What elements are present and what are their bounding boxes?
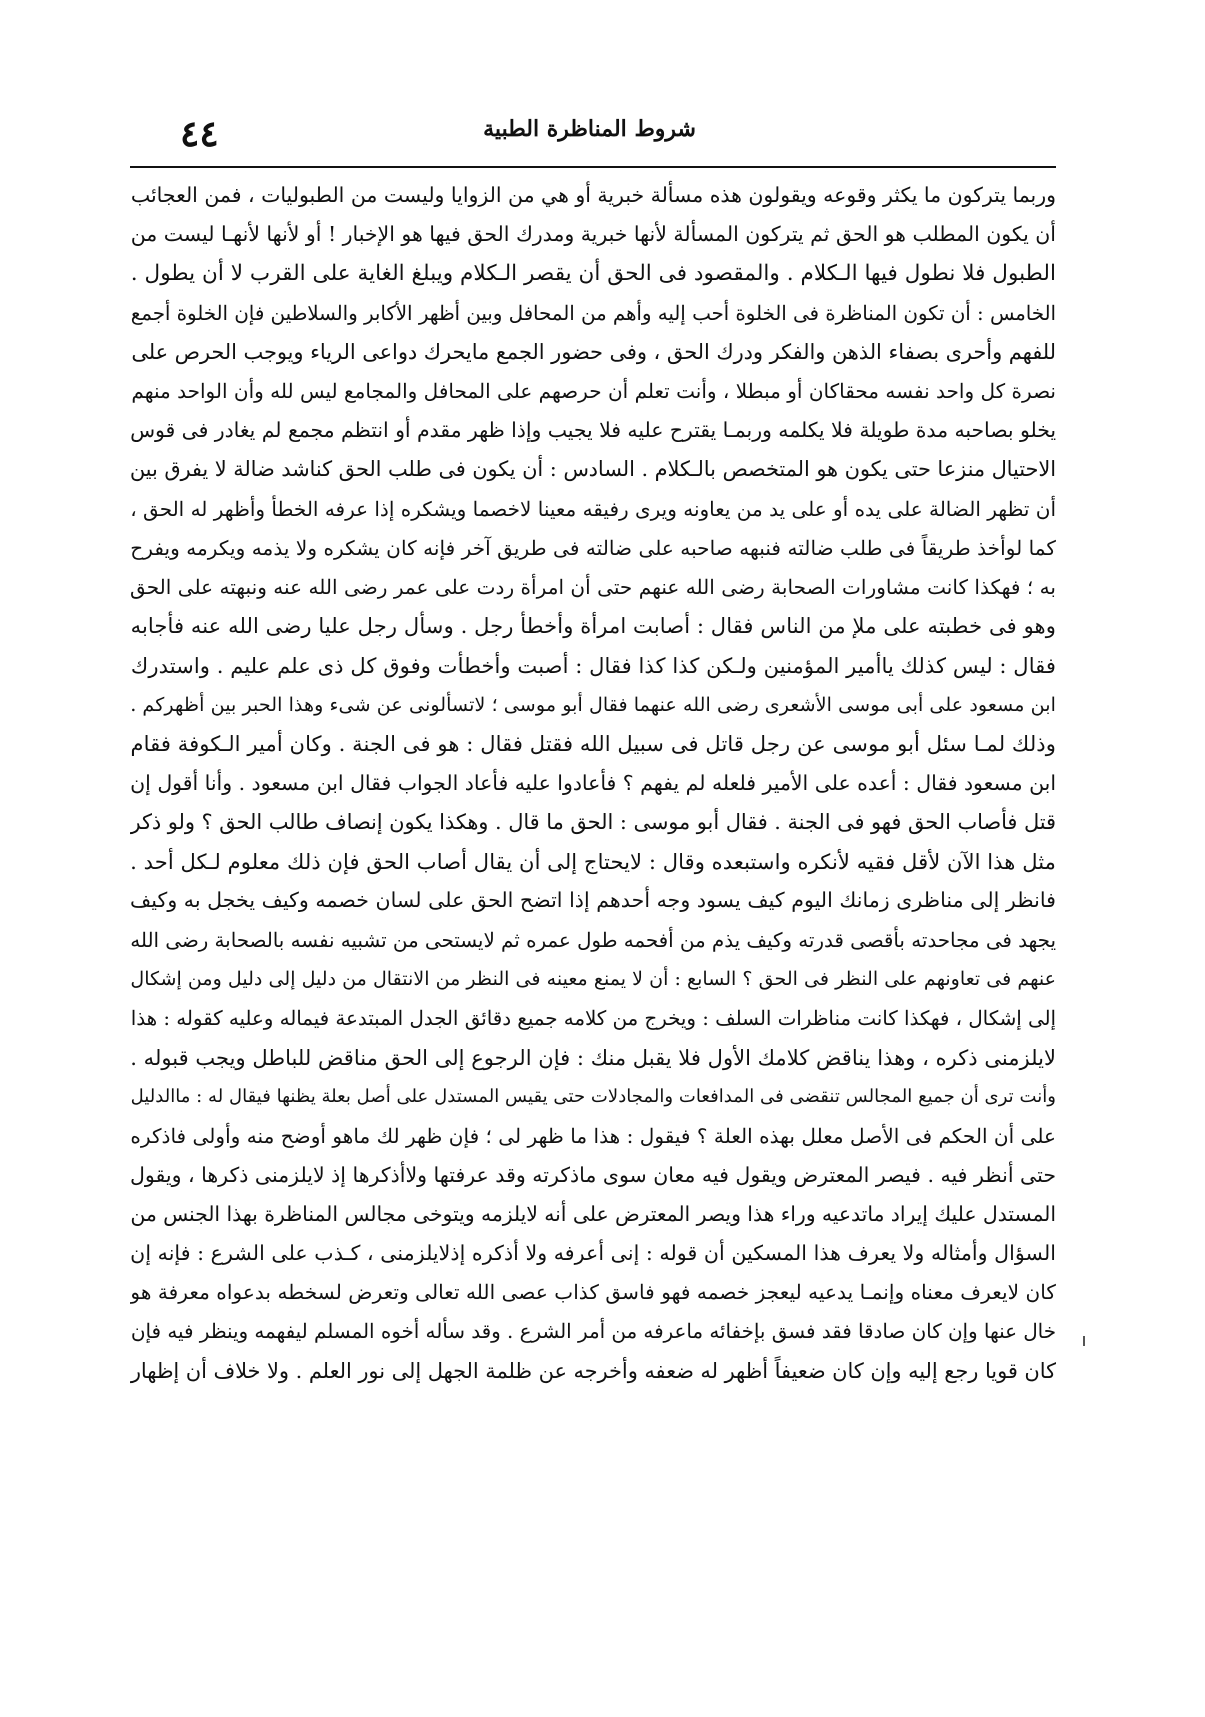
- margin-mark: [1083, 1336, 1085, 1346]
- text-line: السؤال وأمثاله ولا يعرف هذا المسكين أن قوله : إنى أعرفه ولا أذكره إذلايلزمنى ، كـذب على الشرع : فإنه إن: [130, 1241, 1056, 1266]
- text-line: وأنت ترى أن جميع المجالس تنقضى فى المدافعات والمجادلات حتى يقيس المستدل على أصل بعلة يظنها فيقال له : ماالدليل: [130, 1086, 1056, 1108]
- text-line: يخلو بصاحبه مدة طويلة فلا يكلمه وربمـا يقترح عليه فلا يجيب وإذا ظهر مقدم أو انتظم مجمع لم يغادر فى قوس: [130, 418, 1056, 443]
- text-line: يجهد فى مجاحدته بأقصى قدرته وكيف يذم من أفحمه طول عمره ثم لايستحى من تشبيه نفسه بالصحابة رضى الله: [130, 928, 1056, 952]
- text-line: أن تظهر الضالة على يده أو على يد من يعاونه ويرى رفيقه معينا لاخصما ويشكره إذا عرفه الخطأ وأظهر له الحق ،: [130, 496, 1056, 521]
- text-line: مثل هذا الآن لأقل فقيه لأنكره واستبعده وقال : لايحتاج إلى أن يقال أصاب الحق فإن ذلك معلوم لـكل أحد .: [130, 849, 1056, 875]
- text-line: أن يكون المطلب هو الحق ثم يتركون المسألة لأنها خبرية ومدرك الحق فيها هو الإخبار ! أو لأنها لأنهـا ليست من: [130, 222, 1056, 247]
- text-line: خال عنها وإن كان صادقا فقد فسق بإخفائه ماعرفه من أمر الشرع . وقد سأله أخوه المسلم ليفهمه وينظر فيه فإن: [130, 1320, 1056, 1344]
- text-line: إلى إشكال ، فهكذا كانت مناظرات السلف : ويخرج من كلامه جميع دقائق الجدل المبتدعة فيماله وعليه كقوله : هذا: [130, 1006, 1056, 1030]
- text-line: فانظر إلى مناظرى زمانك اليوم كيف يسود وجه أحدهم إذا اتضح الحق على لسان خصمه وكيف يخجل به وكيف: [130, 888, 1056, 913]
- text-line: به ؛ فهكذا كانت مشاورات الصحابة رضى الله عنهم حتى أن امرأة ردت على عمر رضى الله عنه ونبهته على الحق: [130, 574, 1056, 599]
- text-line: وربما يتركون ما يكثر وقوعه ويقولون هذه مسألة خبرية أو هي من الزوايا وليست من الطبوليات ، فمن العجائب: [130, 183, 1056, 207]
- text-line: حتى أنظر فيه . فيصر المعترض ويقول فيه معان سوى ماذكرته وقد عرفتها ولاأذكرها إذ لايلزمنى ذكرها ، ويقول: [130, 1162, 1056, 1187]
- text-line: نصرة كل واحد نفسه محقاكان أو مبطلا ، وأنت تعلم أن حرصهم على المحافل والمجامع ليس لله وأن الواحد منهم: [131, 378, 1056, 403]
- text-line: المستدل عليك إيراد ماتدعيه وراء هذا ويصر المعترض على أنه لايلزمه ويتوخى مجالس المناظرة بهذا الجنس من: [130, 1201, 1056, 1226]
- text-line: ابن مسعود على أبى موسى الأشعرى رضى الله عنهما فقال أبو موسى ؛ لاتسألونى عن شىء وهذا الحبر بين أظهركم .: [130, 693, 1056, 717]
- body-text: [130, 176, 1056, 1391]
- text-line: كما لوأخذ طريقاً فى طلب ضالته فنبهه صاحبه على ضالته فى طريق آخر فإنه كان يشكره ولا يذمه ويكرمه ويفرح: [130, 535, 1056, 560]
- text-line: لايلزمنى ذكره ، وهذا يناقض كلامك الأول فلا يقبل منك : فإن الرجوع إلى الحق مناقض للباطل ويجب قبوله .: [130, 1045, 1056, 1071]
- text-line: الخامس : أن تكون المناظرة فى الخلوة أحب إليه وأهم من المحافل وبين أظهر الأكابر والسلاطين فإن الخلوة أجمع: [130, 301, 1056, 325]
- text-line: كان لايعرف معناه وإنمـا يدعيه ليعجز خصمه فهو فاسق كذاب عصى الله تعالى وتعرض لسخطه بدعواه معرفة هو: [130, 1280, 1056, 1305]
- text-line: للفهم وأحرى بصفاء الذهن والفكر ودرك الحق ، وفى حضور الجمع مايحرك دواعى الرياء ويوجب الحرص على: [131, 339, 1056, 364]
- page-number: ٤٤: [180, 113, 219, 155]
- running-title: شروط المناظرة الطبية: [483, 116, 696, 142]
- header-rule: [130, 166, 1056, 168]
- text-line: وهو فى خطبته على ملإ من الناس فقال : أصابت امرأة وأخطأ رجل . وسأل رجل عليا رضى الله عنه فأجابه: [130, 614, 1056, 640]
- text-line: وذلك لمـا سئل أبو موسى عن رجل قاتل فى سبيل الله فقتل فقال : هو فى الجنة . وكان أمير الـكوفة فقام: [130, 731, 1056, 757]
- text-line: فقال : ليس كذلك ياأمير المؤمنين ولـكن كذا كذا فقال : أصبت وأخطأت وفوق كل ذى علم عليم . واستدرك: [130, 653, 1056, 679]
- text-line: الاحتيال منزعا حتى يكون هو المتخصص بالـكلام . السادس : أن يكون فى طلب الحق كناشد ضالة لا يفرق بين: [130, 457, 1056, 482]
- text-line: الطبول فلا نطول فيها الـكلام . والمقصود فى الحق أن يقصر الـكلام ويبلغ الغاية على القرب لا أن يطول .: [130, 261, 1056, 287]
- text-line: قتل فأصاب الحق فهو فى الجنة . فقال أبو موسى : الحق ما قال . وهكذا يكون إنصاف طالب الحق ؟ ولو ذكر: [130, 810, 1056, 834]
- text-line: ابن مسعود فقال : أعده على الأمير فلعله لم يفهم ؟ فأعادوا عليه فأعاد الجواب فقال ابن مسعود . وأنا أقول إن: [130, 770, 1056, 795]
- page-header: [130, 110, 1056, 166]
- text-line: عنهم فى تعاونهم على النظر فى الحق ؟ السابع : أن لا يمنع معينه فى النظر من الانتقال من دليل إلى دليل ومن إشكال: [130, 967, 1056, 990]
- text-line: على أن الحكم فى الأصل معلل بهذه العلة ؟ فيقول : هذا ما ظهر لى ؛ فإن ظهر لك ماهو أوضح منه وأولى فاذكره: [130, 1123, 1056, 1148]
- text-line: كان قويا رجع إليه وإن كان ضعيفاً أظهر له ضعفه وأخرجه عن ظلمة الجهل إلى نور العلم . ولا خلاف أن إظهار: [130, 1358, 1056, 1383]
